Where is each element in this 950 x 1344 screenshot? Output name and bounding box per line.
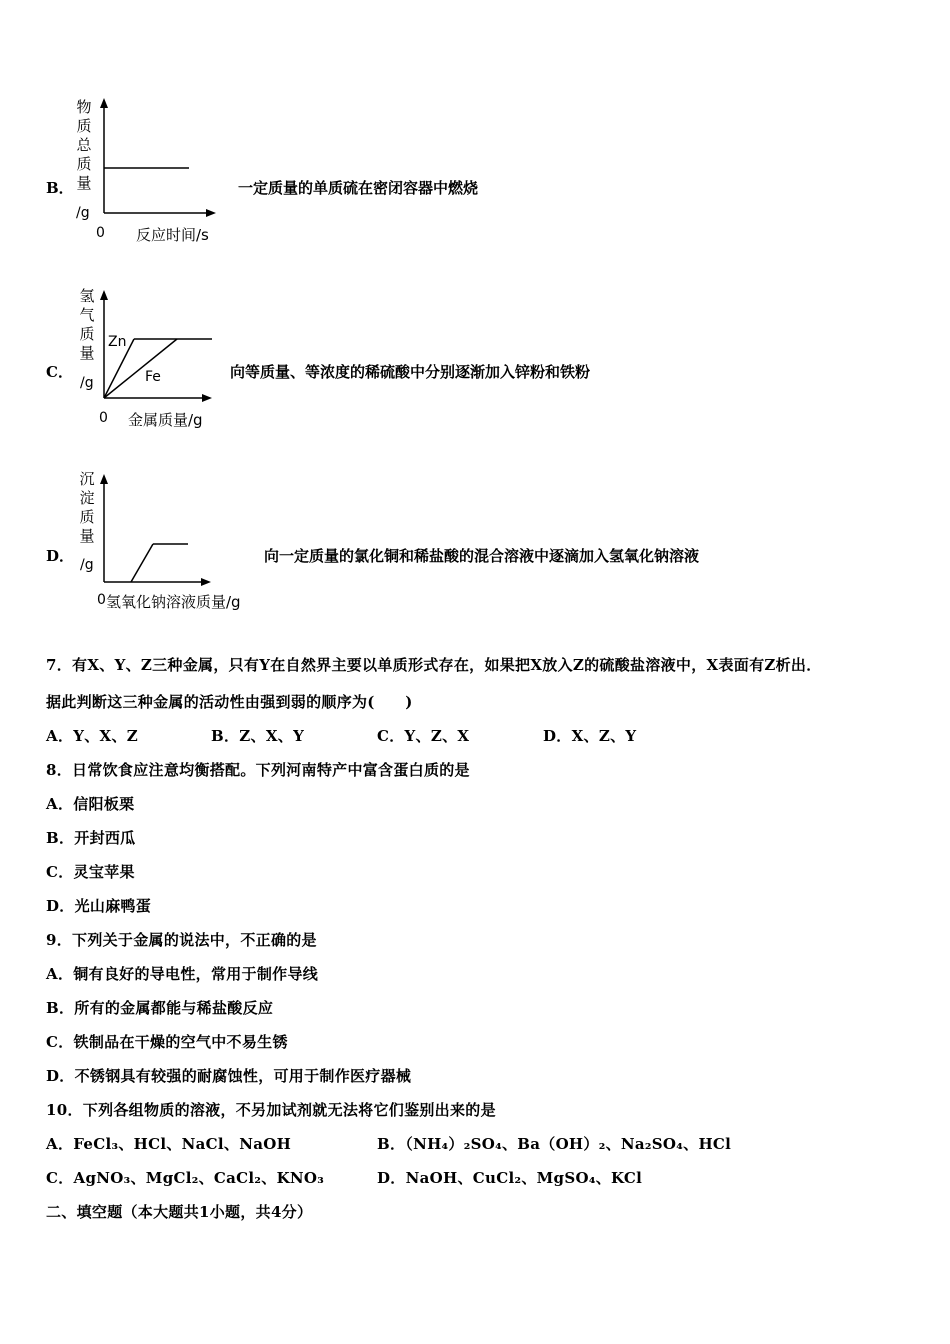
- q7-option-d: D．X、Z、Y: [543, 727, 637, 745]
- q9-option-d: D．不锈钢具有较强的耐腐蚀性，可用于制作医疗器械: [46, 1067, 412, 1085]
- graph-c-description: 向等质量、等浓度的稀硫酸中分别逐渐加入锌粉和铁粉: [230, 363, 591, 381]
- q10-option-b: B．（NH₄）₂SO₄、Ba（OH）₂、Na₂SO₄、HCl: [377, 1135, 732, 1153]
- q7-option-c: C．Y、Z、X: [377, 727, 470, 745]
- graph-c-zn-label: Zn: [108, 334, 127, 350]
- q10-stem: 10．下列各组物质的溶液，不另加试剂就无法将它们鉴别出来的是: [46, 1101, 496, 1119]
- graph-d-xlabel: 氢氧化钠溶液质量/g: [106, 593, 241, 611]
- q8-option-c: C．灵宝苹果: [46, 863, 135, 881]
- q10-option-c: C．AgNO₃、MgCl₂、CaCl₂、KNO₃: [46, 1169, 325, 1187]
- graph-c-fe-label: Fe: [145, 369, 161, 385]
- q10-option-d: D．NaOH、CuCl₂、MgSO₄、KCl: [377, 1169, 643, 1187]
- section-2-heading: 二、填空题（本大题共1小题，共4分）: [46, 1203, 313, 1221]
- option-c-label: C．: [46, 363, 73, 381]
- q7-option-b: B．Z、X、Y: [211, 727, 305, 745]
- q7-stem-line2: 据此判断这三种金属的活动性由强到弱的顺序为( ): [46, 693, 413, 711]
- q9-option-b: B．所有的金属都能与稀盐酸反应: [46, 999, 274, 1017]
- graph-c-xlabel: 金属质量/g: [128, 411, 203, 429]
- q7-option-a: A．Y、X、Z: [46, 727, 139, 745]
- q8-option-d: D．光山麻鸭蛋: [46, 897, 152, 915]
- graph-b-ylabel: 物质总质量: [76, 98, 92, 192]
- q7-stem-line1: 7．有X、Y、Z三种金属，只有Y在自然界主要以单质形式存在，如果把X放入Z的硫酸盐溶液中，X表面有Z析出．: [46, 656, 822, 674]
- graph-b-yunit: /g: [76, 205, 90, 221]
- q9-stem: 9．下列关于金属的说法中，不正确的是: [46, 931, 317, 949]
- graph-d-description: 向一定质量的氯化铜和稀盐酸的混合溶液中逐滴加入氢氧化钠溶液: [264, 547, 700, 565]
- graph-c-ylabel: 氢气质量: [79, 287, 95, 362]
- graph-d-yunit: /g: [80, 557, 94, 573]
- q8-stem: 8．日常饮食应注意均衡搭配。下列河南特产中富含蛋白质的是: [46, 761, 470, 779]
- q8-option-a: A．信阳板栗: [46, 795, 135, 813]
- option-b-label: B．: [46, 179, 74, 197]
- graph-c-origin: 0: [99, 410, 108, 426]
- q9-option-a: A．铜有良好的导电性，常用于制作导线: [46, 965, 319, 983]
- q8-option-b: B．开封西瓜: [46, 829, 136, 847]
- graph-b-origin: 0: [96, 225, 105, 241]
- option-d-label: D．: [46, 547, 75, 565]
- q10-option-a: A．FeCl₃、HCl、NaCl、NaOH: [46, 1135, 292, 1153]
- graph-b-description: 一定质量的单质硫在密闭容器中燃烧: [238, 179, 479, 197]
- graph-d-rise-line: [131, 544, 153, 582]
- graph-c-yunit: /g: [80, 375, 94, 391]
- graph-d-ylabel: 沉淀质量: [79, 470, 95, 545]
- q9-option-c: C．铁制品在干燥的空气中不易生锈: [46, 1033, 288, 1051]
- graph-b-xlabel: 反应时间/s: [136, 226, 209, 244]
- graph-d-axes: [0, 0, 950, 640]
- graph-d-origin: 0: [97, 592, 106, 608]
